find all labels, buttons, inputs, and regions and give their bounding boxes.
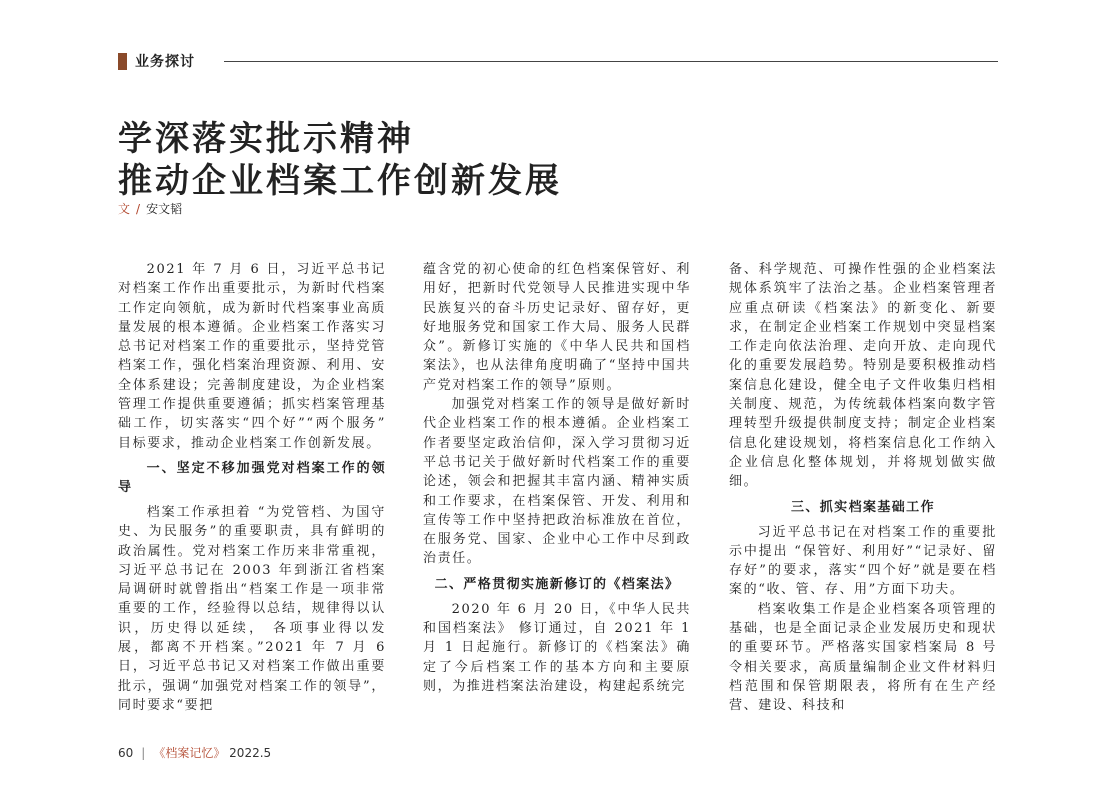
byline (118, 200, 182, 217)
byline-prefix: 文 (118, 202, 131, 216)
section-header (118, 50, 998, 72)
paragraph: 习近平总书记在对档案工作的重要批示中提出 “保管好、利用好”“记录好、留存好”的要求，落实“四个好”就是要在档案的“收、管、存、用”方面下功夫。 (729, 524, 997, 598)
paragraph: 2021 年 7 月 6 日，习近平总书记对档案工作作出重要批示，为新时代档案工作定向领航，成为新时代档案事业高质量发展的根本遵循。企业档案工作落实习总书记对档案工作的重要批示，坚持党管档案工作，强化档案治理资源、利用、安全体系建设；完善制度建设，为企业档案管理工作提供重要遵循；抓实档案管理基础工作，切实落实“四个好”“两个服务” 目标要求，推动企业档案工作创新发展。 (118, 262, 386, 451)
section-heading-2: 二、严格贯彻实施新修订的《档案法》 (434, 576, 680, 592)
title-line-1: 学深落实批示精神 (118, 119, 414, 159)
paragraph: 档案工作承担着 “为党管档、为国守史、为民服务”的重要职责，具有鲜明的政治属性。党对档案工作历来非常重视，习近平总书记在 2003 年到浙江省档案局调研时就曾指出“档案工作是一项非常重要的工作，经验得以总结，规律得以认识，历史得以延续， 各项事业得以发展，都离不开档案。”2021 年 7 月 6 日，习近平总书记又对档案工作做出重要批示，强调“加强党对档案工作的领导”，同时要求“要把 (118, 504, 386, 713)
magazine-name: 《档案记忆》 (153, 746, 226, 760)
byline-separator: / (136, 202, 141, 216)
section-heading-3: 三、抓实档案基础工作 (790, 499, 935, 515)
author-name: 安文韬 (146, 202, 183, 216)
page-footer (118, 744, 271, 761)
issue-number: 2022.5 (229, 746, 272, 760)
header-rule (224, 61, 998, 62)
title-line-2: 推动企业档案工作创新发展 (118, 161, 562, 201)
paragraph: 2020 年 6 月 20 日，《中华人民共和国档案法》 修订通过，自 2021 年 1 月 1 日起施行。新修订的《档案法》确定了今后档案工作的基本方向和主要原则，为推进档案法治建设，构建起系统完 (423, 601, 691, 694)
column-2 (423, 260, 691, 696)
column-1 (118, 260, 386, 715)
paragraph: 加强党对档案工作的领导是做好新时代企业档案工作的根本遵循。企业档案工作者要坚定政治信仰，深入学习贯彻习近平总书记关于做好新时代档案工作的重要论述，领会和把握其丰富内涵、精神实质和工作要求，在档案保管、开发、利用和宣传等工作中坚持把政治标准放在首位，在服务党、国家、企业中心工作中尽到政治责任。 (423, 397, 691, 567)
footer-divider: | (141, 746, 146, 760)
paragraph: 备、科学规范、可操作性强的企业档案法规体系筑牢了法治之基。企业档案管理者应重点研读《档案法》的新变化、新要求，在制定企业档案工作规划中突显档案工作走向依法治理、走向开放、走向现代化的重要发展趋势。特别是要积极推动档案信息化建设，健全电子文件收集归档相关制度、规范，为传统载体档案向数字管理转型升级提供制度支持；制定企业档案信息化建设规划，将档案信息化工作纳入企业信息化整体规划，并将规划做实做细。 (729, 262, 997, 490)
paragraph: 档案收集工作是企业档案各项管理的基础，也是全面记录企业发展历史和现状的重要环节。严格落实国家档案局 8 号令相关要求，高质量编制企业文件材料归档范围和保管期限表，将所有在生产经营、建设、科技和 (729, 601, 997, 714)
paragraph: 蕴含党的初心使命的红色档案保管好、利用好，把新时代党领导人民推进实现中华民族复兴的奋斗历史记录好、留存好，更好地服务党和国家工作大局、服务人民群众”。新修订实施的《中华人民共和国档案法》，也从法律角度明确了“坚持中国共产党对档案工作的领导”原则。 (423, 262, 691, 393)
section-heading-1: 一、坚定不移加强党对档案工作的领导 (118, 460, 386, 495)
page-number: 60 (118, 746, 134, 760)
section-label: 业务探讨 (135, 54, 195, 70)
article-title (118, 118, 562, 202)
column-3 (729, 260, 997, 716)
section-marker (118, 53, 127, 70)
